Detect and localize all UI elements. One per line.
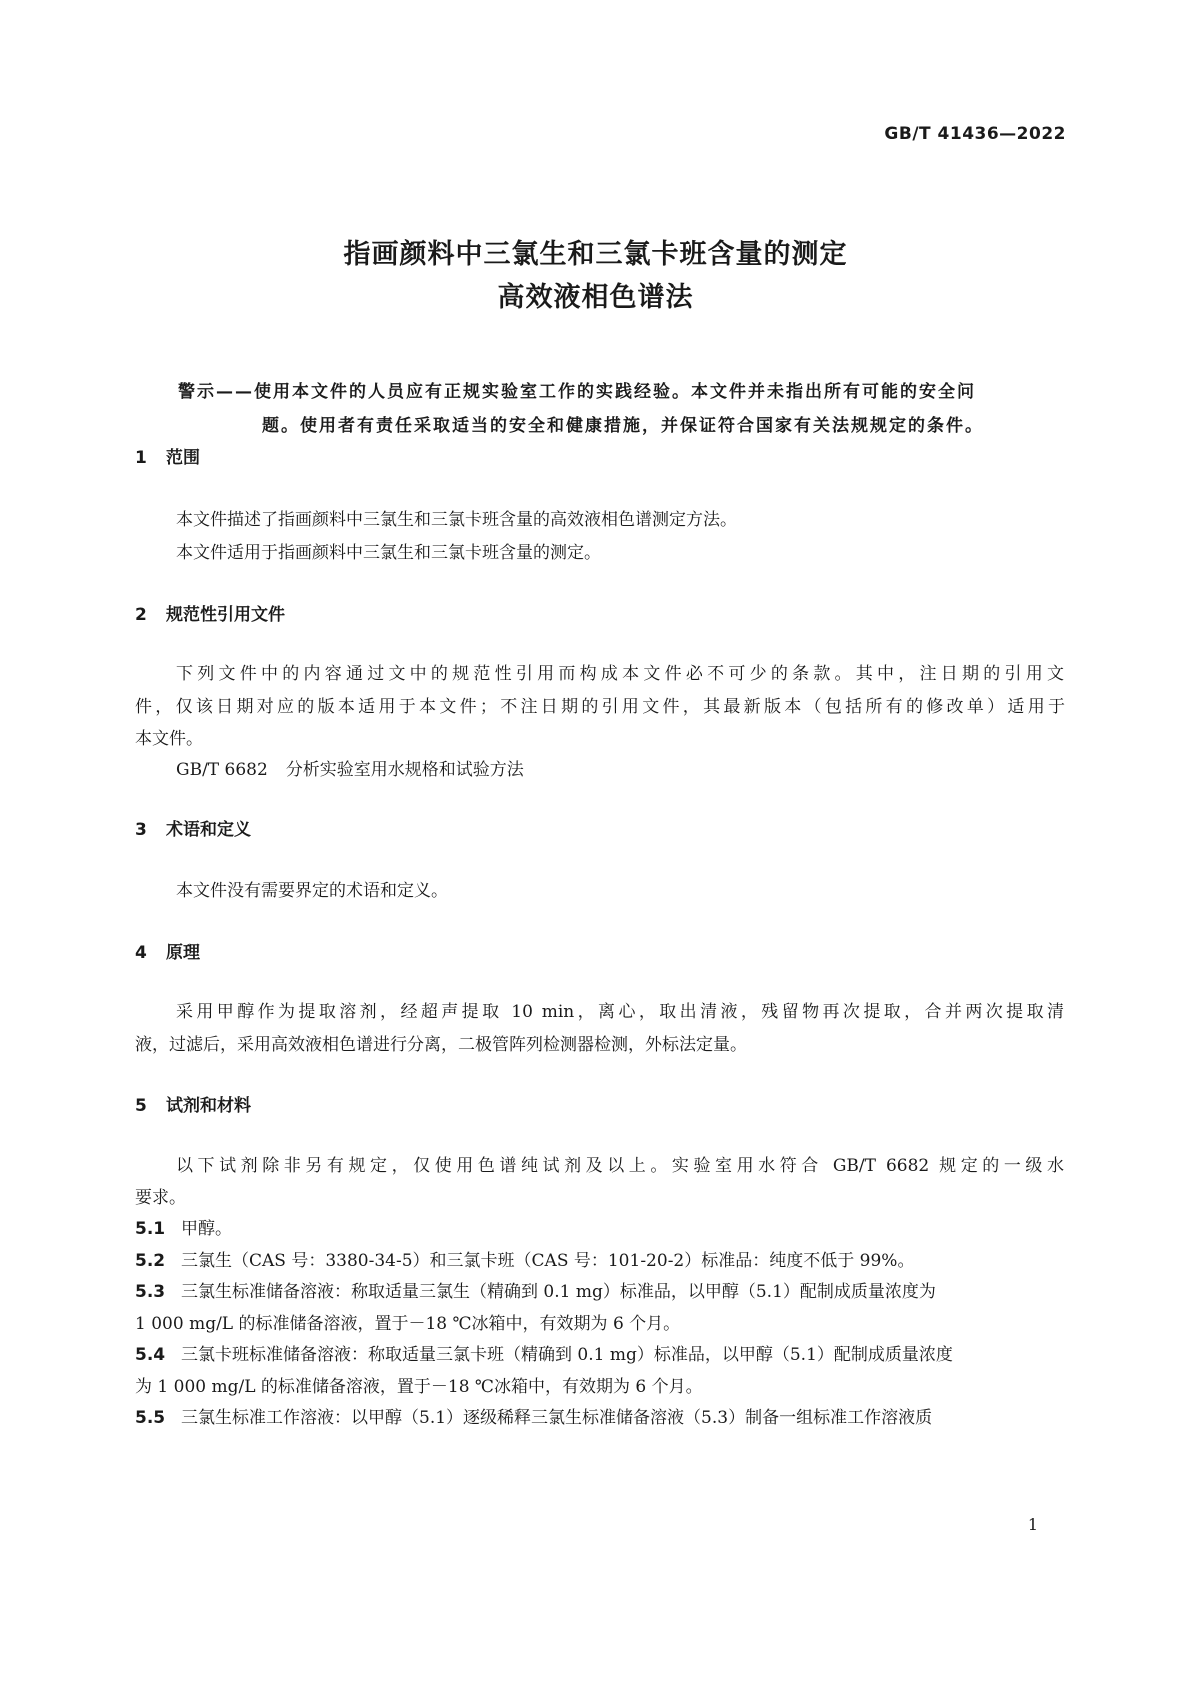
- clause-5-4-number: 5.4: [135, 1345, 166, 1365]
- clause-5-5-text-line-1: 三氯生标准工作溶液：以甲醇（5.1）逐级稀释三氯生标准储备溶液（5.3）制备一组标准工作溶液质: [181, 1408, 933, 1428]
- clause-5-3-text-line-2: 1 000 mg/L 的标准储备溶液，置于－18 ℃冰箱中，有效期为 6 个月。: [135, 1314, 681, 1334]
- section-1-heading: [135, 443, 200, 468]
- clause-5-1-text: 甲醇。: [181, 1219, 232, 1239]
- clause-5-2: [135, 1246, 914, 1271]
- clause-5-3-text-line-1: 三氯生标准储备溶液：称取适量三氯生（精确到 0.1 mg）标准品，以甲醇（5.1）配制成质量浓度为: [181, 1282, 936, 1302]
- clause-5-5-number: 5.5: [135, 1408, 166, 1428]
- section-2-line-1: 下列文件中的内容通过文中的规范性引用而构成本文件必不可少的条款。其中，注日期的引用文: [176, 664, 1064, 684]
- clause-5-1: [135, 1214, 232, 1239]
- section-3-number: 3: [135, 820, 147, 840]
- document-title-line-2: 高效液相色谱法: [497, 282, 694, 313]
- standard-number: GB/T 41436—2022: [884, 124, 1066, 144]
- section-1-number: 1: [135, 448, 147, 468]
- clause-5-2-text: 三氯生（CAS 号：3380-34-5）和三氯卡班（CAS 号：101-20-2）标准品：纯度不低于 99%。: [181, 1251, 915, 1271]
- section-4-line-1: 采用甲醇作为提取溶剂，经超声提取 10 min，离心，取出清液，残留物再次提取，合并两次提取清: [176, 1002, 1064, 1022]
- section-4-line-2: 液，过滤后，采用高效液相色谱进行分离，二极管阵列检测器检测，外标法定量。: [135, 1035, 747, 1055]
- clause-5-4: [135, 1340, 953, 1365]
- clause-5-4-text-line-2: 为 1 000 mg/L 的标准储备溶液，置于－18 ℃冰箱中，有效期为 6 个月。: [135, 1377, 703, 1397]
- clause-5-5: [135, 1403, 932, 1428]
- section-5-intro-line-1: 以下试剂除非另有规定，仅使用色谱纯试剂及以上。实验室用水符合 GB/T 6682 规定的一级水: [176, 1156, 1064, 1176]
- section-1-para-2: 本文件适用于指画颜料中三氯生和三氯卡班含量的测定。: [176, 543, 601, 563]
- section-5-title: 试剂和材料: [166, 1096, 251, 1116]
- section-1-title: 范围: [166, 448, 200, 468]
- section-2-line-2: 件，仅该日期对应的版本适用于本文件；不注日期的引用文件，其最新版本（包括所有的修改单）适用于: [135, 697, 1065, 717]
- clause-5-1-number: 5.1: [135, 1219, 166, 1239]
- section-5-heading: [135, 1091, 251, 1116]
- clause-5-3-number: 5.3: [135, 1282, 166, 1302]
- clause-5-2-number: 5.2: [135, 1251, 166, 1271]
- section-3-title: 术语和定义: [166, 820, 251, 840]
- reference-title: 分析实验室用水规格和试验方法: [285, 760, 524, 780]
- section-4-number: 4: [135, 943, 147, 963]
- section-4-title: 原理: [166, 943, 200, 963]
- warning-line-1: 警示——使用本文件的人员应有正规实验室工作的实践经验。本文件并未指出所有可能的安全问: [178, 382, 976, 402]
- section-2-heading: [135, 600, 285, 625]
- page-number: 1: [1027, 1515, 1038, 1534]
- section-2-number: 2: [135, 605, 147, 625]
- clause-5-4-text-line-1: 三氯卡班标准储备溶液：称取适量三氯卡班（精确到 0.1 mg）标准品，以甲醇（5.1）配制成质量浓度: [181, 1345, 953, 1365]
- document-title-line-1: 指画颜料中三氯生和三氯卡班含量的测定: [343, 239, 848, 270]
- section-2-title: 规范性引用文件: [166, 605, 285, 625]
- reference-code: GB/T 6682: [176, 760, 268, 780]
- section-3-para-1: 本文件没有需要界定的术语和定义。: [176, 881, 448, 901]
- section-5-intro-line-2: 要求。: [135, 1188, 186, 1208]
- section-3-heading: [135, 815, 251, 840]
- clause-5-3: [135, 1277, 936, 1302]
- warning-line-2: 题。使用者有责任采取适当的安全和健康措施，并保证符合国家有关法规规定的条件。: [262, 416, 984, 436]
- section-4-heading: [135, 938, 200, 963]
- section-2-line-3: 本文件。: [135, 729, 203, 749]
- section-5-number: 5: [135, 1096, 147, 1116]
- section-1-para-1: 本文件描述了指画颜料中三氯生和三氯卡班含量的高效液相色谱测定方法。: [176, 510, 737, 530]
- normative-reference: [176, 755, 524, 780]
